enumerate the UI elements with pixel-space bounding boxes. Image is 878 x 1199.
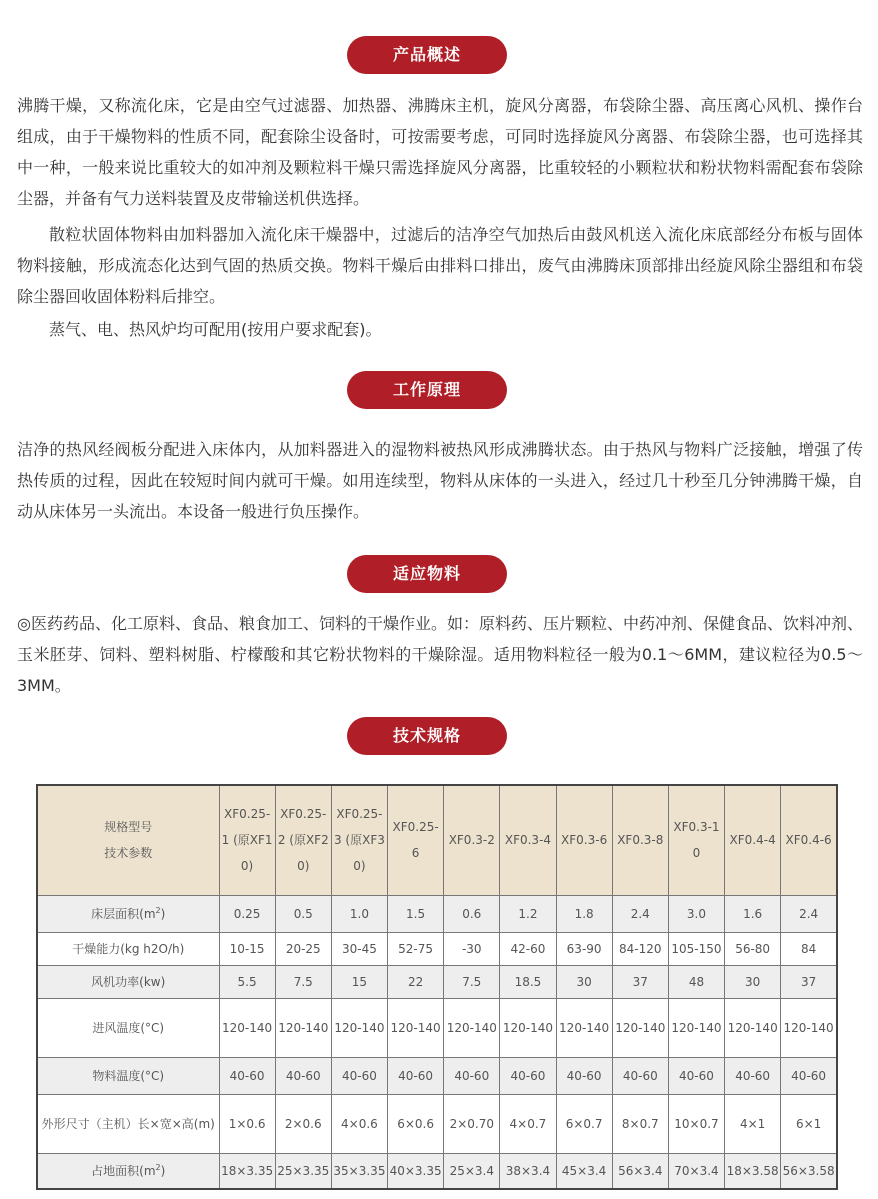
section-title-overview: 产品概述 [347, 36, 507, 74]
table-cell: 56×3.58 [781, 1153, 837, 1189]
model-header-cell: XF0.25-2 (原XF20) [275, 785, 331, 895]
table-cell: 18.5 [500, 965, 556, 998]
table-cell: 7.5 [444, 965, 500, 998]
table-cell: 120-140 [556, 998, 612, 1057]
spec-table [36, 784, 838, 1190]
table-row [37, 1153, 837, 1189]
table-cell: 37 [781, 965, 837, 998]
model-header-cell: XF0.3-6 [556, 785, 612, 895]
table-cell: 0.5 [275, 895, 331, 932]
table-cell: 40-60 [500, 1057, 556, 1094]
row-label-cell: 干燥能力(kg h2O/h) [37, 932, 219, 965]
model-header-cell: XF0.25-3 (原XF30) [331, 785, 387, 895]
table-cell: 38×3.4 [500, 1153, 556, 1189]
table-cell: 48 [668, 965, 724, 998]
table-cell: 56×3.4 [612, 1153, 668, 1189]
header-label-cell [37, 785, 219, 895]
table-cell: 120-140 [388, 998, 444, 1057]
row-label-cell: 进风温度(°C) [37, 998, 219, 1057]
table-cell: 120-140 [668, 998, 724, 1057]
table-cell: 4×1 [725, 1094, 781, 1153]
table-cell: 1.8 [556, 895, 612, 932]
table-cell: 25×3.35 [275, 1153, 331, 1189]
table-cell: 30 [725, 965, 781, 998]
model-header-cell: XF0.4-4 [725, 785, 781, 895]
table-cell: 6×0.7 [556, 1094, 612, 1153]
table-cell: 120-140 [725, 998, 781, 1057]
table-cell: 120-140 [612, 998, 668, 1057]
table-cell: 0.25 [219, 895, 275, 932]
table-cell: 10-15 [219, 932, 275, 965]
table-cell: 37 [612, 965, 668, 998]
table-cell: 40-60 [444, 1057, 500, 1094]
row-label-cell: 占地面积$(m^2)$ [37, 1153, 219, 1189]
table-cell: 40-60 [388, 1057, 444, 1094]
table-cell: 10×0.7 [668, 1094, 724, 1153]
table-cell: 5.5 [219, 965, 275, 998]
table-cell: -30 [444, 932, 500, 965]
table-cell: 120-140 [331, 998, 387, 1057]
table-cell: 120-140 [444, 998, 500, 1057]
table-cell: 1.0 [331, 895, 387, 932]
table-row [37, 932, 837, 965]
table-cell: 120-140 [275, 998, 331, 1057]
table-cell: 40-60 [219, 1057, 275, 1094]
table-cell: 40-60 [781, 1057, 837, 1094]
table-row [37, 1094, 837, 1153]
section-title-specs: 技术规格 [347, 717, 507, 755]
table-cell: 40-60 [725, 1057, 781, 1094]
table-cell: 40-60 [331, 1057, 387, 1094]
table-cell: 2×0.6 [275, 1094, 331, 1153]
table-cell: 35×3.35 [331, 1153, 387, 1189]
overview-paragraph-3: 蒸气、电、热风炉均可配用(按用户要求配套)。 [49, 320, 382, 339]
table-cell: 1.6 [725, 895, 781, 932]
table-cell: 25×3.4 [444, 1153, 500, 1189]
row-label-cell: 床层面积$(m^2)$ [37, 895, 219, 932]
table-cell: 84 [781, 932, 837, 965]
table-cell: 120-140 [781, 998, 837, 1057]
model-header-cell: XF0.25-6 [388, 785, 444, 895]
table-cell: 105-150 [668, 932, 724, 965]
table-row [37, 1057, 837, 1094]
table-cell: 1.2 [500, 895, 556, 932]
model-header-cell: XF0.3-2 [444, 785, 500, 895]
overview-paragraph-2: 散粒状固体物料由加料器加入流化床干燥器中，过滤后的洁净空气加热后由鼓风机送入流化床底部经分布板与固体物料接触，形成流态化达到气固的热质交换。物料干燥后由排料口排出，废气由沸腾床顶部排出经旋风除尘器组和布袋除尘器回收固体粉料后排空。 [17, 225, 863, 306]
table-cell: 40-60 [556, 1057, 612, 1094]
row-label-cell: 物料温度(°C) [37, 1057, 219, 1094]
table-cell: 6×1 [781, 1094, 837, 1153]
table-row [37, 998, 837, 1057]
table-cell: 63-90 [556, 932, 612, 965]
table-cell: 22 [388, 965, 444, 998]
table-cell: 2.4 [612, 895, 668, 932]
table-cell: 0.6 [444, 895, 500, 932]
model-header-cell: XF0.25-1 (原XF10) [219, 785, 275, 895]
table-cell: 120-140 [219, 998, 275, 1057]
table-cell: 4×0.6 [331, 1094, 387, 1153]
table-cell: 40-60 [668, 1057, 724, 1094]
table-cell: 1.5 [388, 895, 444, 932]
table-cell: 30 [556, 965, 612, 998]
table-cell: 52-75 [388, 932, 444, 965]
materials-paragraph: ◎医药药品、化工原料、食品、粮食加工、饲料的干燥作业。如：原料药、压片颗粒、中药冲剂、保健食品、饮料冲剂、玉米胚芽、饲料、塑料树脂、柠檬酸和其它粉状物料的干燥除湿。适用物料粒径一般为0.1～6MM，建议粒径为0.5～3MM。 [17, 614, 863, 695]
row-label-cell: 风机功率(kw) [37, 965, 219, 998]
row-label-cell: 外形尺寸（主机）长×宽×高(m) [37, 1094, 219, 1153]
table-cell: 56-80 [725, 932, 781, 965]
table-row [37, 965, 837, 998]
model-header-cell: XF0.3-10 [668, 785, 724, 895]
table-cell: 42-60 [500, 932, 556, 965]
table-cell: 3.0 [668, 895, 724, 932]
table-row [37, 895, 837, 932]
principle-paragraph: 洁净的热风经阀板分配进入床体内，从加料器进入的湿物料被热风形成沸腾状态。由于热风与物料广泛接触，增强了传热传质的过程，因此在较短时间内就可干燥。如用连续型，物料从床体的一头进入，经过几十秒至几分钟沸腾干燥，自动从床体另一头流出。本设备一般进行负压操作。 [17, 440, 863, 521]
table-cell: 15 [331, 965, 387, 998]
table-cell: 84-120 [612, 932, 668, 965]
table-cell: 18×3.35 [219, 1153, 275, 1189]
table-cell: 8×0.7 [612, 1094, 668, 1153]
table-cell: 30-45 [331, 932, 387, 965]
table-cell: 1×0.6 [219, 1094, 275, 1153]
header-label-model: 规格型号 [104, 820, 153, 835]
section-title-principle: 工作原理 [347, 371, 507, 409]
header-label-params: 技术参数 [104, 846, 153, 861]
table-cell: 40×3.35 [388, 1153, 444, 1189]
table-cell: 20-25 [275, 932, 331, 965]
model-header-cell: XF0.4-6 [781, 785, 837, 895]
table-cell: 120-140 [500, 998, 556, 1057]
table-cell: 40-60 [275, 1057, 331, 1094]
table-cell: 6×0.6 [388, 1094, 444, 1153]
model-header-cell: XF0.3-8 [612, 785, 668, 895]
table-cell: 2×0.70 [444, 1094, 500, 1153]
overview-paragraph-1: 沸腾干燥，又称流化床，它是由空气过滤器、加热器、沸腾床主机，旋风分离器，布袋除尘器、高压离心风机、操作台组成，由于干燥物料的性质不同，配套除尘设备时，可按需要考虑，可同时选择旋风分离器、布袋除尘器，也可选择其中一种，一般来说比重较大的如冲剂及颗粒料干燥只需选择旋风分离器，比重较轻的小颗粒状和粉状物料需配套布袋除尘器，并备有气力送料装置及皮带输送机供选择。 [17, 96, 863, 208]
table-cell: 70×3.4 [668, 1153, 724, 1189]
table-cell: 45×3.4 [556, 1153, 612, 1189]
section-title-materials: 适应物料 [347, 555, 507, 593]
table-cell: 7.5 [275, 965, 331, 998]
model-header-cell: XF0.3-4 [500, 785, 556, 895]
table-cell: 40-60 [612, 1057, 668, 1094]
table-cell: 18×3.58 [725, 1153, 781, 1189]
table-cell: 2.4 [781, 895, 837, 932]
table-cell: 4×0.7 [500, 1094, 556, 1153]
table-header-row [37, 785, 837, 895]
